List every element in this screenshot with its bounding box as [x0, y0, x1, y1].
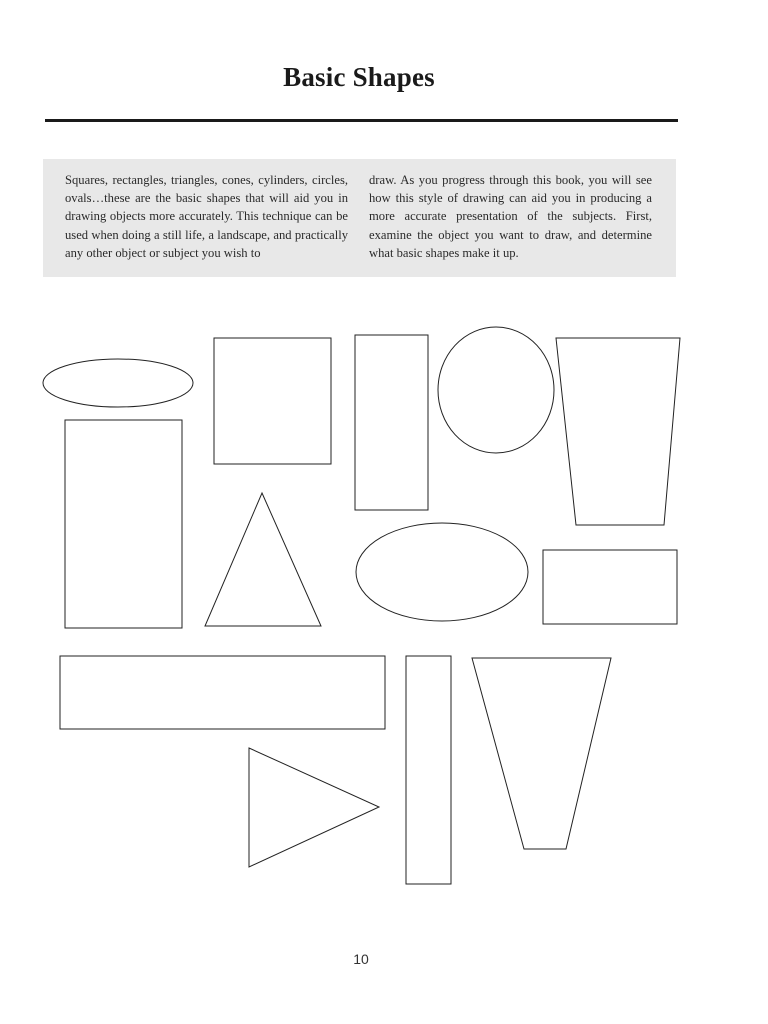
intro-text-left: Squares, rectangles, triangles, cones, cylinders, circles, ovals…these are the basic shapes that will aid you in drawing objects more accurately. This technique can be used when doing a still life, a landscape, and practically any other object or subject you wish to [65, 173, 348, 260]
trapezoid-shape-upper [556, 338, 680, 525]
trapezoid-shape-lower [472, 658, 611, 849]
oval-shape-small [43, 359, 193, 407]
oval-shape-large [356, 523, 528, 621]
triangle-shape-sideways [249, 748, 379, 867]
circle-shape [438, 327, 554, 453]
rectangle-shape-right [543, 550, 677, 624]
page-number: 10 [353, 951, 369, 967]
page-title: Basic Shapes [283, 62, 435, 92]
square-shape [214, 338, 331, 464]
tall-rectangle-shape-upper [355, 335, 428, 510]
tall-rectangle-shape-lower [406, 656, 451, 884]
intro-text-right: draw. As you progress through this book, you will see how this style of drawing can aid you in producing a more accurate presentation of the subjects. First, examine the object you want to draw, and determine what basic shapes make it up. [369, 173, 652, 260]
triangle-shape-upright [205, 493, 321, 626]
tall-rectangle-shape-left [65, 420, 182, 628]
wide-rectangle-shape [60, 656, 385, 729]
